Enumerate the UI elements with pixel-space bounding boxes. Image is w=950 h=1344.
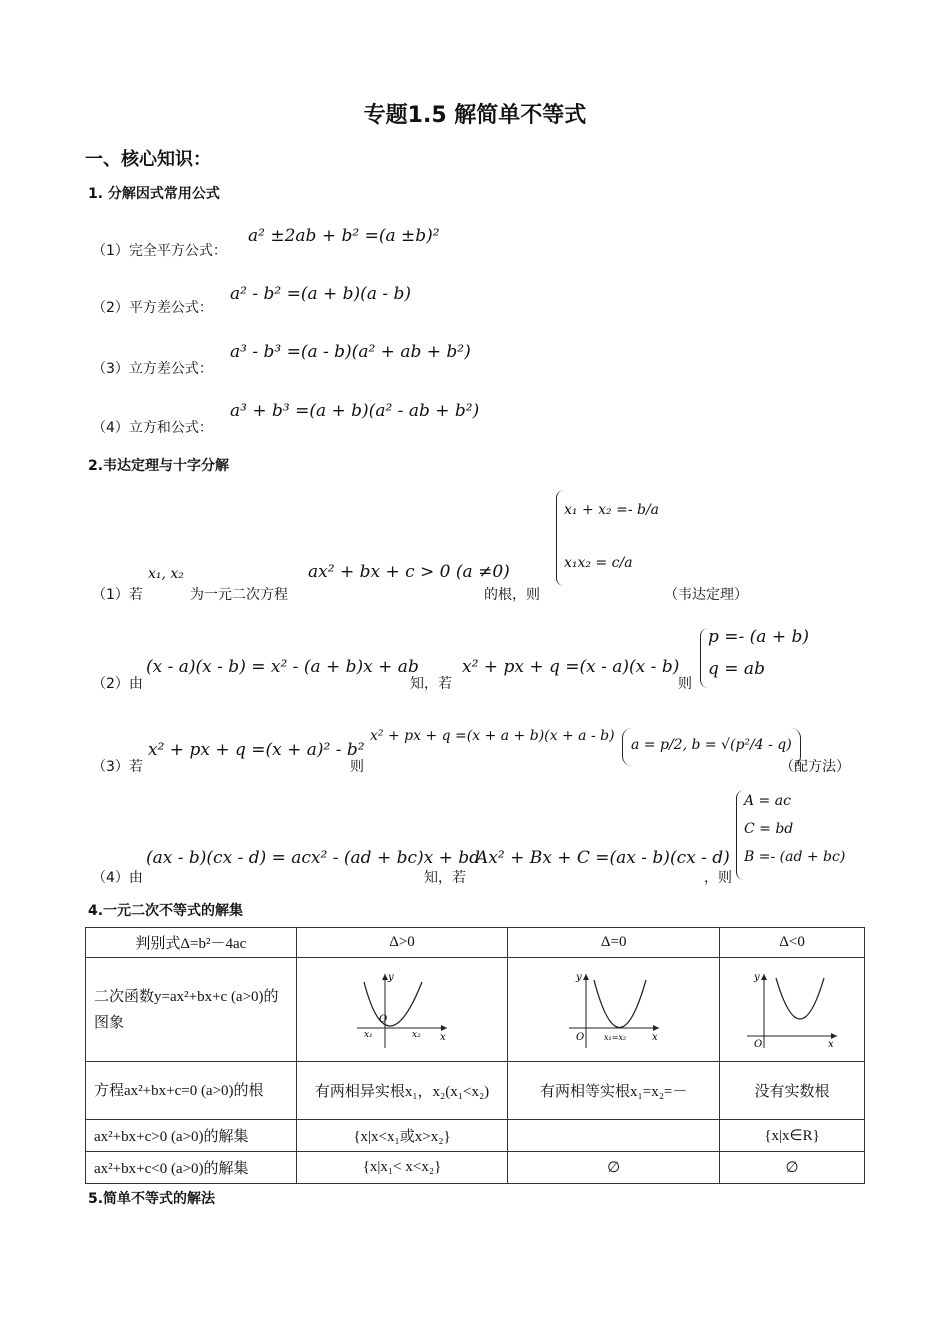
graph-two-roots [296,958,508,1062]
row-label-graph: 二次函数y=ax²+bx+c (a>0)的图象 [86,958,297,1062]
formula-expr-1: a² ±2ab + b² =(a ±b)² [248,226,440,246]
row-label-less: ax²+bx+c<0 (a>0)的解集 [86,1152,297,1184]
formula-label-3: （3）立方差公式： [92,361,213,377]
header-discriminant: 判别式Δ=b²－4ac [86,928,297,958]
vieta-row2-text3: 则 [678,676,692,692]
subheading-factoring: 1. 分解因式常用公式 [88,186,220,202]
formula-label-1: （1）完全平方公式： [92,243,227,259]
subheading-inequality-table: 4.一元二次不等式的解集 [88,903,244,919]
formula-label-2: （2）平方差公式： [92,300,213,316]
vieta-row2-text2: 知，若 [410,676,452,692]
vieta-row3-completed-square: x² + px + q =(x + a)² - b² [148,740,365,760]
solution-greater-zero [508,1120,720,1152]
section-heading-core: 一、核心知识： [85,149,211,170]
solution-greater-positive: {x|x<x₁或x>x₂} [296,1120,508,1152]
axis-y-label: y [575,971,582,983]
roots-delta-positive: 有两相异实根x₁，x₂(x₁<x₂) [296,1062,508,1120]
vieta-row4-equation: Ax² + Bx + C =(ax - b)(cx - d) [476,848,730,868]
formula-label-4: （4）立方和公式： [92,420,213,436]
graph-double-root [508,958,720,1062]
row-label-roots: 方程ax²+bx+c=0 (a>0)的根 [86,1062,297,1120]
origin-label: O [379,1013,388,1025]
subheading-vieta: 2.韦达定理与十字分解 [88,458,230,474]
origin-label: O [575,1031,584,1043]
axis-x-label: x [440,1031,446,1043]
inequality-solution-table [85,927,865,1184]
root-x1-label: x₁ [364,1029,373,1040]
axis-x-label: x [828,1038,834,1050]
vieta-row2-equation: x² + px + q =(x - a)(x - b) [462,657,680,677]
axis-x-label: x [651,1031,658,1043]
vieta-row2-q: q = ab [708,659,765,679]
root-x2-label: x₂ [412,1029,421,1040]
header-delta-zero: Δ=0 [508,928,720,958]
vieta-row4-a: A = ac [744,793,791,809]
vieta-row3-factored: x² + px + q =(x + a + b)(x + a - b) [370,728,615,744]
formula-expr-3: a³ - b³ =(a - b)(a² + ab + b²) [230,342,471,362]
header-delta-negative: Δ<0 [720,928,865,958]
roots-delta-zero: 有两相等实根x₁=x₂=－ [508,1062,720,1120]
vieta-row2-expansion: (x - a)(x - b) = x² - (a + b)x + ab [146,657,419,677]
vieta-row3-text1: （3）若 [92,759,143,775]
vieta-row1-text3: 的根，则 [484,587,540,603]
axis-y-label: y [754,971,760,983]
vieta-row2-p: p =- (a + b) [708,627,810,647]
vieta-row3-text2: 则 [350,759,364,775]
solution-greater-negative: {x|x∈R} [720,1120,865,1152]
solution-less-positive: {x|x₁< x<x₂} [296,1152,508,1184]
axis-y-label: y [388,971,394,983]
row-label-greater: ax²+bx+c>0 (a>0)的解集 [86,1120,297,1152]
vieta-row4-expansion: (ax - b)(cx - d) = acx² - (ad + bc)x + bd [146,848,481,868]
formula-expr-4: a³ + b³ =(a + b)(a² - ab + b²) [230,401,480,421]
solution-less-zero: ∅ [508,1152,720,1184]
vieta-row1-sum: x₁ + x₂ =- b/a [564,502,660,518]
subheading-simple-inequalities: 5.简单不等式的解法 [88,1191,216,1207]
page-title: 专题1.5 解简单不等式 [363,103,587,128]
roots-delta-negative: 没有实数根 [720,1062,865,1120]
vieta-row1-equation: ax² + bx + c > 0 (a ≠0) [308,562,510,582]
vieta-row1-roots: x₁, x₂ [148,566,184,582]
header-delta-positive: Δ>0 [296,928,508,958]
solution-less-negative: ∅ [720,1152,865,1184]
vieta-row4-c: C = bd [744,821,794,837]
vieta-row1-text2: 为一元二次方程 [190,587,288,603]
graph-no-root [720,958,865,1062]
vieta-row1-note: （韦达定理） [664,587,748,603]
origin-label: O [754,1038,763,1050]
vieta-row4-text2: 知，若 [424,870,466,886]
vieta-row3-condition: a = p/2, b = √(p²/4 - q) [622,728,801,766]
vieta-row1-product: x₁x₂ = c/a [564,555,633,571]
vieta-row4-text1: （4）由 [92,870,143,886]
vieta-row1-text1: （1）若 [92,587,143,603]
root-double-label: x₁=x₂ [603,1032,626,1042]
vieta-row2-text1: （2）由 [92,676,143,692]
vieta-row4-text3: ，则 [704,870,732,886]
formula-expr-2: a² - b² =(a + b)(a - b) [230,284,412,304]
vieta-row4-b: B =- (ad + bc) [744,849,846,865]
vieta-row3-note: （配方法） [780,759,850,775]
